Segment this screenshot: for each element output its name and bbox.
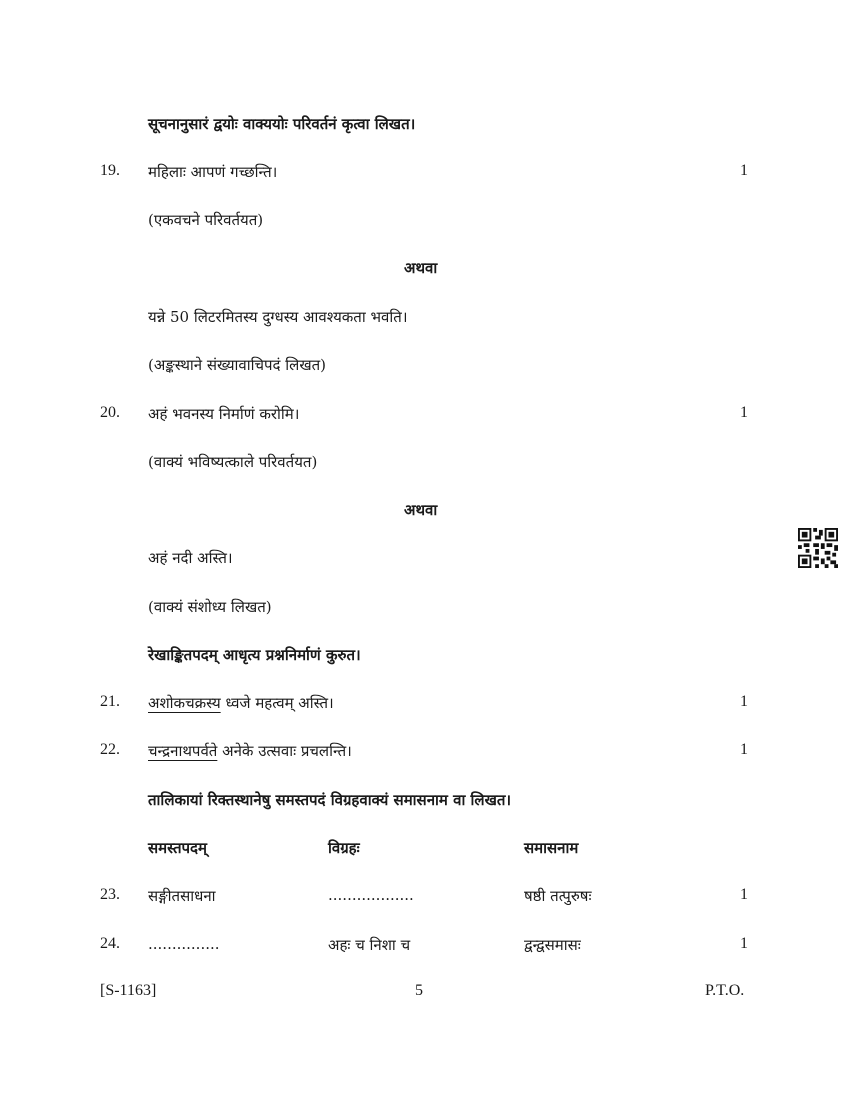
question-22-number: 22. bbox=[100, 741, 120, 758]
question-20-hint: (वाक्यं भविष्यत्काले परिवर्तयत) bbox=[148, 453, 318, 471]
question-19-number: 19. bbox=[100, 162, 120, 179]
question-21-number: 21. bbox=[100, 693, 120, 710]
instruction-3: तालिकायां रिक्तस्थानेषु समस्तपदं विग्रहवाक्यं समासनाम वा लिखत। bbox=[148, 791, 512, 809]
question-19-text: महिलाः आपणं गच्छन्ति। bbox=[148, 163, 278, 181]
question-20-text: अहं भवनस्य निर्माणं करोमि। bbox=[148, 405, 300, 423]
question-21-rest: ध्वजे महत्वम् अस्ति। bbox=[225, 694, 334, 712]
table-header-samasanama: समासनाम bbox=[524, 839, 579, 857]
question-24-marks: 1 bbox=[740, 935, 748, 952]
question-22-rest: अनेके उत्सवाः प्रचलन्ति। bbox=[222, 742, 352, 760]
question-24-samastapadam: ............... bbox=[148, 935, 220, 953]
alternative-19-hint: (अङ्कस्थाने संख्यावाचिपदं लिखत) bbox=[148, 356, 327, 374]
question-23-samasanama: षष्ठी तत्पुरुषः bbox=[524, 887, 592, 905]
question-20-number: 20. bbox=[100, 404, 120, 421]
alternative-20-text: अहं नदी अस्ति। bbox=[148, 549, 233, 567]
question-23-samastapadam: सङ्गीतसाधना bbox=[148, 887, 216, 905]
or-separator-1: अथवा bbox=[404, 259, 438, 277]
question-23-vigrahah: .................. bbox=[328, 886, 414, 904]
question-22-underlined-word: चन्द्रनाथपर्वते bbox=[148, 742, 218, 760]
instruction-1: सूचनानुसारं द्वयोः वाक्ययोः परिवर्तनं कृत्वा लिखत। bbox=[148, 115, 416, 133]
question-21-text bbox=[148, 693, 334, 713]
table-header-vigrahah: विग्रहः bbox=[328, 839, 360, 857]
footer-page-number: 5 bbox=[415, 982, 423, 999]
question-24-samasanama: द्वन्द्वसमासः bbox=[524, 936, 581, 954]
question-24-vigrahah: अहः च निशा च bbox=[328, 936, 411, 954]
question-19-marks: 1 bbox=[740, 162, 748, 179]
question-22-text bbox=[148, 741, 352, 761]
question-21-underlined-word: अशोकचक्रस्य bbox=[148, 694, 221, 712]
question-21-marks: 1 bbox=[740, 693, 748, 710]
or-separator-2: अथवा bbox=[404, 501, 438, 519]
question-24-number: 24. bbox=[100, 935, 120, 952]
alternative-19-text: यन्ने 50 लिटरमितस्य दुग्धस्य आवश्यकता भवति। bbox=[148, 308, 408, 326]
question-20-marks: 1 bbox=[740, 404, 748, 421]
table-header-samastapadam: समस्तपदम् bbox=[148, 839, 207, 857]
question-19-hint: (एकवचने परिवर्तयत) bbox=[148, 211, 264, 229]
question-23-marks: 1 bbox=[740, 886, 748, 903]
question-22-marks: 1 bbox=[740, 741, 748, 758]
question-23-number: 23. bbox=[100, 886, 120, 903]
footer-paper-code: [S-1163] bbox=[100, 982, 157, 999]
alternative-20-hint: (वाक्यं संशोध्य लिखत) bbox=[148, 598, 272, 616]
footer-pto: P.T.O. bbox=[705, 982, 745, 999]
qr-code-icon bbox=[798, 528, 838, 568]
instruction-2: रेखाङ्कितपदम् आधृत्य प्रश्ननिर्माणं कुरुत। bbox=[148, 646, 361, 664]
